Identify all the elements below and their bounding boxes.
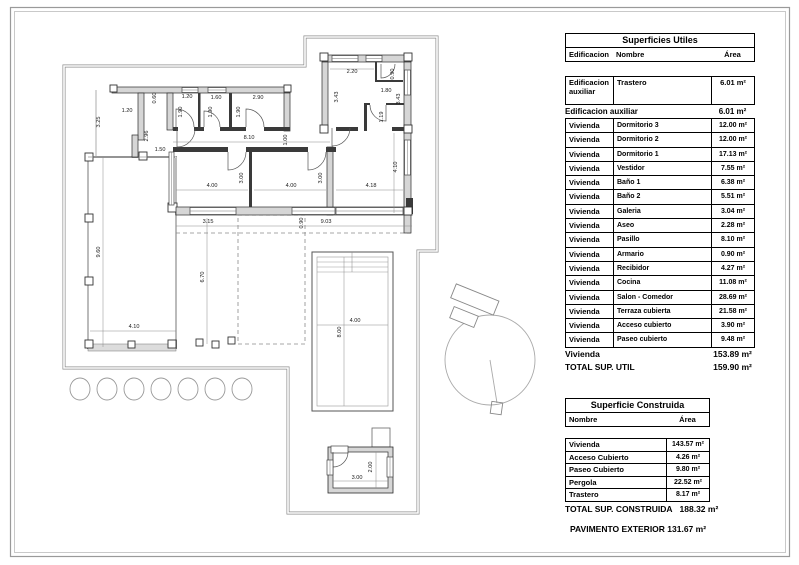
dimension-label: 4.00 — [285, 183, 297, 189]
cell-area: 4.26 m² — [666, 452, 709, 464]
superficies-utiles-table — [565, 33, 755, 374]
cell-nombre: Baño 1 — [613, 176, 711, 189]
table-row — [566, 204, 754, 218]
dimension-label: 3.43 — [334, 91, 340, 103]
cell-edificacion: Vivienda — [569, 306, 600, 316]
table-row — [566, 290, 754, 304]
dimension-label: 3.00 — [239, 172, 245, 184]
cell-area: 143.57 m² — [666, 439, 709, 451]
dimension-label: 0.90 — [390, 68, 396, 80]
table-row — [566, 304, 754, 318]
cell-nombre: Trastero — [569, 490, 599, 500]
dimension-label: 1.20 — [181, 94, 193, 100]
subtotal-value: 153.89 m² — [713, 348, 752, 359]
cell-edificacion: Vivienda — [569, 235, 600, 245]
table-row — [566, 132, 754, 146]
dimension-label: 0.90 — [299, 217, 305, 229]
col-area: Área — [679, 415, 696, 424]
subtotal-value: 6.01 m² — [718, 107, 747, 116]
cell-area: 3.04 m² — [711, 205, 754, 218]
cell-area: 0.90 m² — [711, 248, 754, 261]
dimension-label: 1.60 — [210, 95, 222, 101]
dimension-label: 1.00 — [283, 134, 289, 146]
dimension-label: 3.25 — [96, 116, 102, 128]
group-row-aux — [565, 76, 755, 105]
table-row — [566, 119, 754, 132]
subtotal-vivienda — [565, 348, 755, 361]
dimension-label: 2.00 — [368, 461, 374, 473]
table-title: Superficies Utiles — [565, 33, 755, 48]
cell-edificacion: Vivienda — [569, 163, 600, 173]
dimension-label: 3.00 — [351, 475, 363, 481]
house-walls — [88, 53, 413, 233]
subtotal-label: Vivienda — [565, 348, 600, 359]
cell-area: 28.69 m² — [711, 291, 754, 304]
table-header — [565, 48, 755, 62]
cell-edificacion: Vivienda — [569, 192, 600, 202]
total-value: 159.90 m² — [713, 361, 752, 372]
cell-area: 11.08 m² — [711, 276, 754, 289]
cell-nombre: Baño 2 — [613, 190, 711, 203]
total-label: TOTAL SUP. CONSTRUIDA — [565, 503, 673, 514]
table-row — [566, 463, 709, 476]
cell-area: 8.17 m² — [666, 489, 709, 501]
cell-area: 12.00 m² — [711, 119, 754, 132]
superficie-construida-table — [565, 398, 719, 514]
cell-area: 7.55 m² — [711, 162, 754, 175]
table-row — [566, 218, 754, 232]
dimension-label: 0.60 — [152, 92, 158, 104]
cell-nombre: Pergola — [569, 477, 597, 487]
table-row — [566, 247, 754, 261]
table-row — [566, 161, 754, 175]
dimension-label: 1.90 — [236, 106, 242, 118]
dimension-label: 4.00 — [206, 183, 218, 189]
cell-edificacion: Vivienda — [569, 292, 600, 302]
cell-area: 12.00 m² — [711, 133, 754, 146]
cell-nombre: Dormitorio 2 — [613, 133, 711, 146]
cell-nombre: Vestidor — [613, 162, 711, 175]
cell-edificacion: Vivienda — [569, 278, 600, 288]
dimension-label: 9.03 — [320, 219, 332, 225]
dimension-label: 2.90 — [252, 95, 264, 101]
pavimento-exterior-note: PAVIMENTO EXTERIOR 131.67 m² — [570, 524, 707, 534]
pool — [312, 252, 393, 411]
dimension-label: 4.10 — [128, 324, 140, 330]
subtotal-aux — [565, 105, 755, 118]
dimension-label: 8.00 — [337, 326, 343, 338]
cell-nombre: Paseo cubierto — [613, 333, 711, 346]
dimension-label: 2.20 — [346, 69, 358, 75]
table-row — [566, 147, 754, 161]
dimension-label: 4.00 — [349, 318, 361, 324]
pergola — [176, 215, 411, 348]
cell-nombre: Galeria — [613, 205, 711, 218]
table-row — [566, 451, 709, 464]
cell-edificacion: Vivienda — [569, 335, 600, 345]
dimension-label: 6.70 — [200, 271, 206, 283]
cell-nombre: Paseo Cubierto — [569, 465, 625, 475]
table-row — [566, 261, 754, 275]
cell-edificacion: Edificacion auxiliar — [569, 78, 610, 96]
cell-edificacion: Vivienda — [569, 221, 600, 231]
cell-area: 5.51 m² — [711, 190, 754, 203]
table-row — [566, 189, 754, 203]
dimension-label: 3.15 — [202, 219, 214, 225]
total-label: TOTAL SUP. UTIL — [565, 361, 635, 372]
dimension-label: 3.43 — [396, 93, 402, 105]
table-row — [566, 439, 709, 451]
cell-area: 4.27 m² — [711, 262, 754, 275]
dimension-label: 4.18 — [365, 183, 377, 189]
table-row — [566, 275, 754, 289]
cell-nombre: Cocina — [613, 276, 711, 289]
cell-area: 21.58 m² — [711, 305, 754, 318]
cell-edificacion: Vivienda — [569, 263, 600, 273]
cell-edificacion: Vivienda — [569, 178, 600, 188]
cell-nombre: Aseo — [613, 219, 711, 232]
cell-edificacion: Vivienda — [569, 206, 600, 216]
dimension-label: 1.19 — [379, 111, 385, 123]
dimension-label: 3.00 — [318, 172, 324, 184]
vivienda-rows — [565, 118, 755, 348]
cell-area: 2.28 m² — [711, 219, 754, 232]
table-row — [566, 175, 754, 189]
dimension-label: 1.80 — [380, 88, 392, 94]
cell-area: 8.10 m² — [711, 233, 754, 246]
table-row — [566, 232, 754, 246]
total-value: 188.32 m² — [679, 503, 719, 514]
cell-area: 9.80 m² — [666, 464, 709, 476]
cell-area: 6.01 m² — [711, 77, 754, 104]
col-nombre: Nombre — [616, 50, 645, 59]
dimension-label: 1.90 — [178, 106, 184, 118]
col-nombre: Nombre — [569, 415, 598, 424]
col-edificacion: Edificacion — [569, 50, 610, 59]
table-row — [566, 476, 709, 489]
cell-edificacion: Vivienda — [569, 249, 600, 259]
construida-rows — [565, 438, 710, 502]
cell-nombre: Armario — [613, 248, 711, 261]
table-row — [566, 488, 709, 501]
cell-nombre: Vivienda — [569, 440, 600, 449]
dimension-label: 4.10 — [393, 161, 399, 173]
dimension-label: 1.90 — [208, 106, 214, 118]
dimension-label: 2.96 — [144, 130, 150, 142]
table-row — [566, 318, 754, 332]
trees-row — [70, 378, 252, 400]
dimension-label: 9.60 — [96, 246, 102, 258]
cell-edificacion: Vivienda — [569, 121, 600, 130]
tree-large — [445, 284, 535, 415]
cell-nombre: Recibidor — [613, 262, 711, 275]
cell-area: 9.48 m² — [711, 333, 754, 346]
site-boundary — [64, 37, 437, 513]
table-header — [565, 413, 710, 427]
cell-edificacion: Vivienda — [569, 149, 600, 159]
cell-nombre: Acceso Cubierto — [569, 452, 629, 462]
cell-edificacion: Vivienda — [569, 135, 600, 145]
cell-edificacion: Vivienda — [569, 321, 600, 331]
cell-nombre: Terraza cubierta — [613, 305, 711, 318]
cell-nombre: Pasillo — [613, 233, 711, 246]
cell-nombre: Trastero — [613, 77, 711, 104]
windows — [169, 56, 411, 215]
dimension-label: 1.20 — [121, 108, 133, 114]
dimension-label: 1.50 — [154, 147, 166, 153]
table-title: Superficie Construida — [565, 398, 710, 413]
col-area: Área — [724, 50, 741, 59]
cell-area: 6.38 m² — [711, 176, 754, 189]
trastero-building — [327, 428, 393, 493]
table-row — [566, 332, 754, 346]
cell-nombre: Salon - Comedor — [613, 291, 711, 304]
total-sup-construida — [565, 503, 719, 514]
cell-area: 22.52 m² — [666, 477, 709, 489]
subtotal-label: Edificacion auxiliar — [565, 107, 638, 116]
total-sup-util — [565, 361, 755, 374]
cell-nombre: Acceso cubierto — [613, 319, 711, 332]
cell-area: 3.90 m² — [711, 319, 754, 332]
cell-nombre: Dormitorio 3 — [613, 119, 711, 132]
cell-area: 17.13 m² — [711, 148, 754, 161]
dimension-label: 8.10 — [243, 135, 255, 141]
cell-nombre: Dormitorio 1 — [613, 148, 711, 161]
